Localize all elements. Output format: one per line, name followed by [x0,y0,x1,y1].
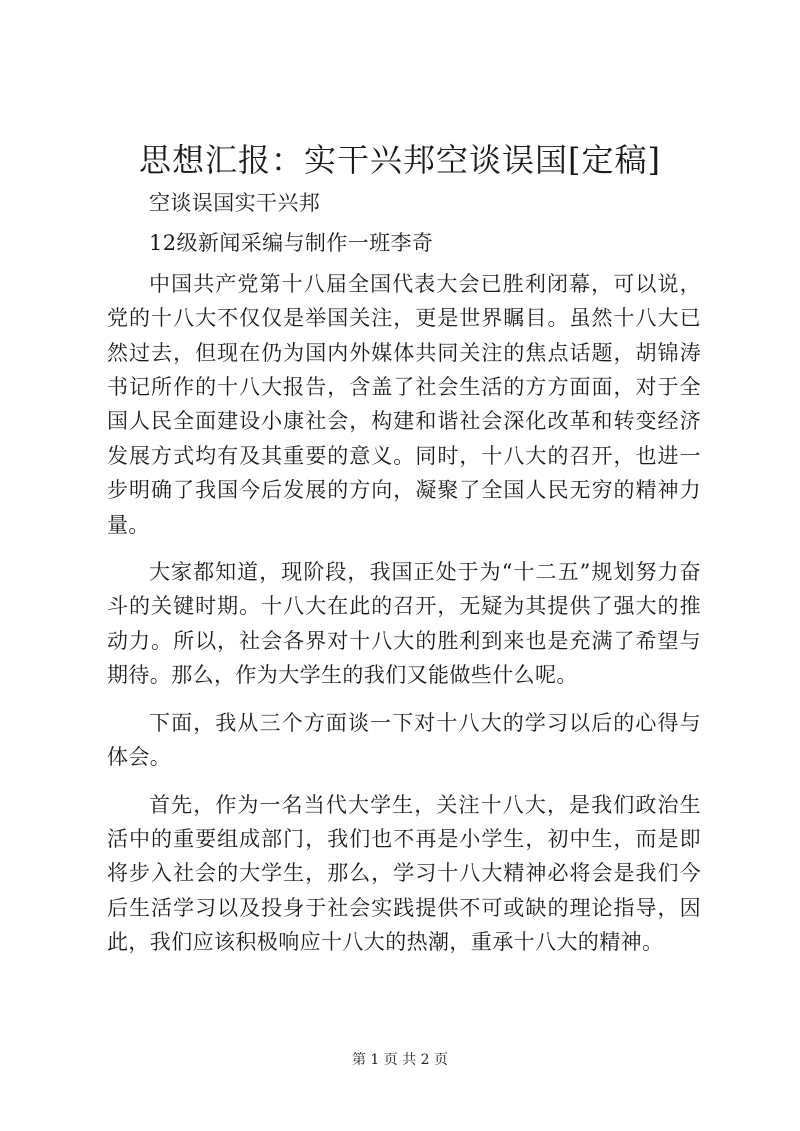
document-body [107,186,701,960]
paragraph-intro: 中国共产党第十八届全国代表大会已胜利闭幕，可以说，党的十八大不仅仅是举国关注，更是世界瞩目。虽然十八大已然过去，但现在仍为国内外媒体共同关注的焦点话题，胡锦涛书记所作的十八大报告，含盖了社会生活的方方面面，对于全国人民全面建设小康社会，构建和谐社会深化改革和转变经济发展方式均有及其重要的意义。同时，十八大的召开，也进一步明确了我国今后发展的方向，凝聚了全国人民无穷的精神力量。 [107,271,701,537]
page-number-footer: 第 1 页 共 2 页 [351,1052,449,1068]
paragraph-author: 12级新闻采编与制作一班李奇 [149,231,434,256]
paragraph-subtitle: 空谈误国实干兴邦 [149,191,321,215]
paragraph-outline: 下面，我从三个方面谈一下对十八大的学习以后的心得与体会。 [107,710,701,770]
document-title: 思想汇报：实干兴邦空谈误国[定稿] [139,141,661,179]
paragraph-first-point: 首先，作为一名当代大学生，关注十八大，是我们政治生活中的重要组成部门，我们也不再是小学生，初中生，而是即将步入社会的大学生，那么，学习十八大精神必将会是我们今后生活学习以及投身于社会实践提供不可或缺的理论指导，因此，我们应该积极响应十八大的热潮，重承十八大的精神。 [107,792,701,955]
paragraph-context: 大家都知道，现阶段，我国正处于为“十二五”规划努力奋斗的关键时期。十八大在此的召开，无疑为其提供了强大的推动力。所以，社会各界对十八大的胜利到来也是充满了希望与期待。那么，作为大学生的我们又能做些什么呢。 [107,560,701,688]
